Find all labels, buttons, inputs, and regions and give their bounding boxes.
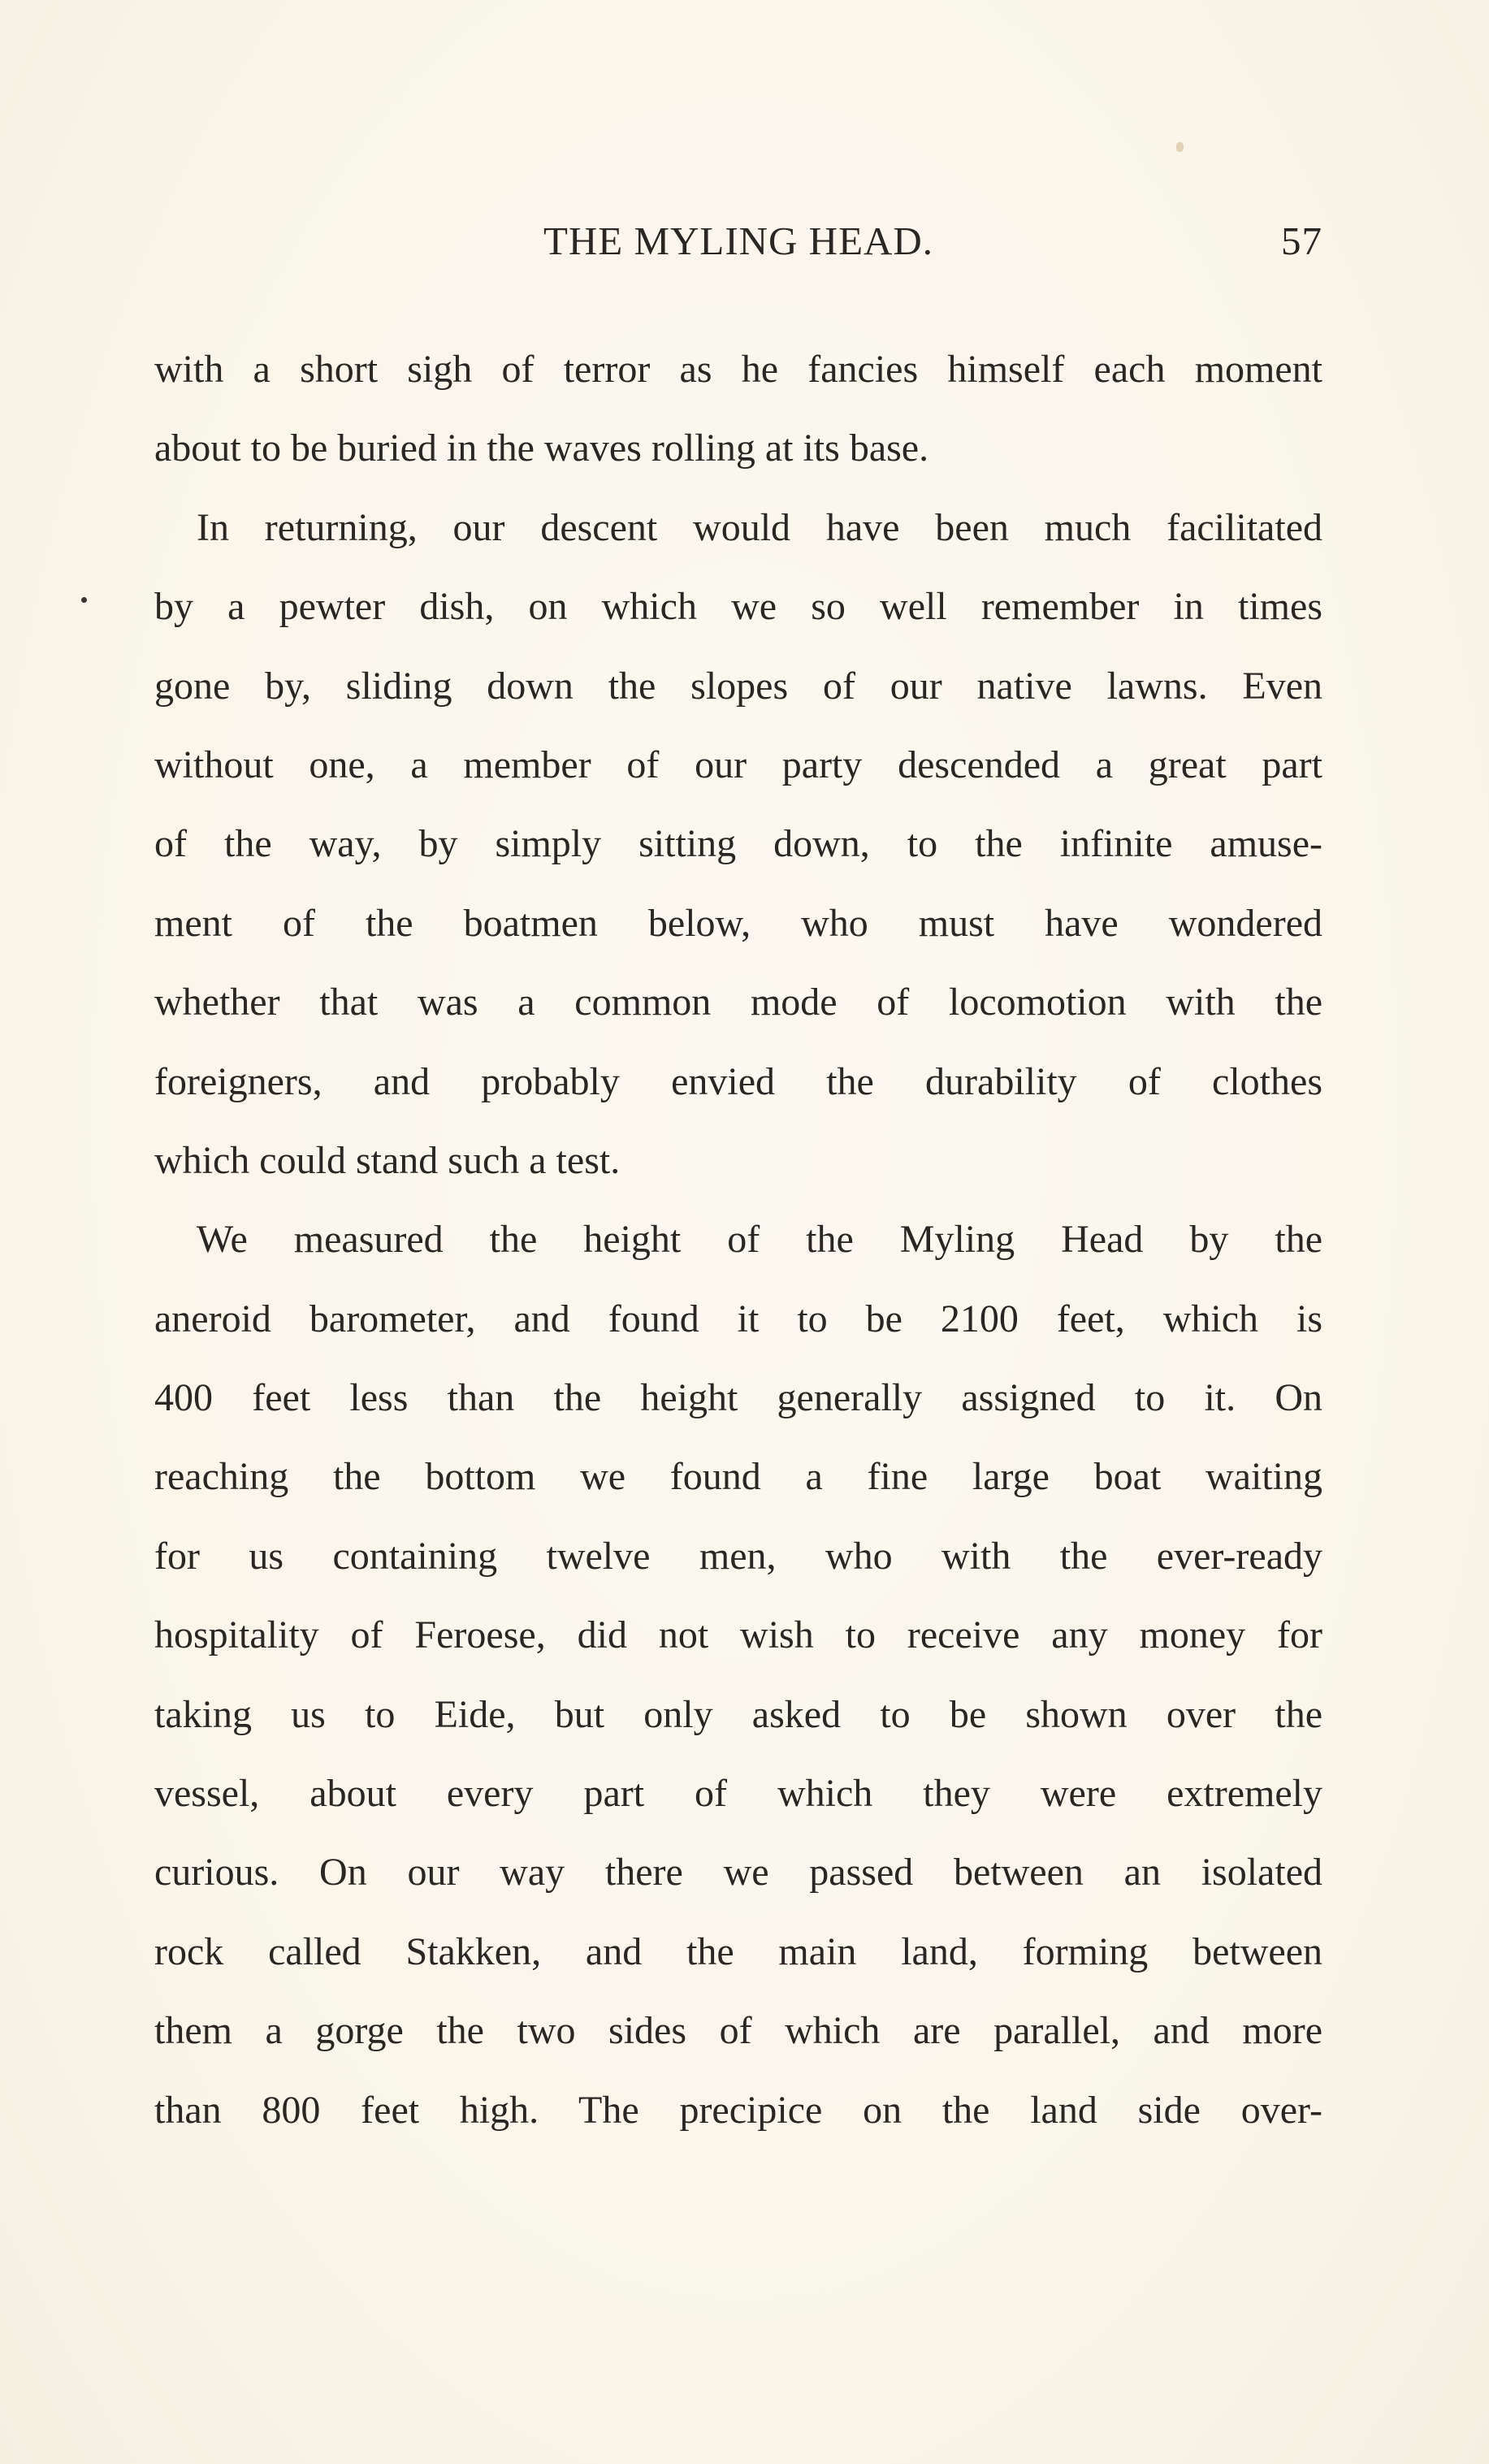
text-line: gone by, sliding down the slopes of our native lawns. Even [154,664,1322,708]
text-line: of the way, by simply sitting down, to the infinite amuse- [154,822,1322,866]
text-line: with a short sigh of terror as he fancies himself each moment [154,348,1322,391]
text-line: by a pewter dish, on which we so well remember in times [154,585,1322,629]
text-line: curious. On our way there we passed between an isolated [154,1851,1322,1895]
text-line: ment of the boatmen below, who must have wondered [154,901,1322,945]
text-line: without one, a member of our party descended a great part [154,743,1322,786]
text-line: 400 feet less than the height generally assigned to it. On [154,1376,1322,1420]
text-line: foreigners, and probably envied the durability of clothes [154,1059,1322,1103]
text-line: rock called Stakken, and the main land, forming between [154,1929,1322,1973]
text-line: than 800 feet high. The precipice on the land side over- [154,2088,1322,2132]
text-line: which could stand such a test. [154,1138,621,1182]
body-text [154,344,1322,2163]
text-line: about to be buried in the waves rolling at its base. [154,427,929,470]
text-line: hospitality of Feroese, did not wish to receive any money for [154,1613,1322,1657]
text-line: whether that was a common mode of locomotion with the [154,981,1322,1024]
page-number: 57 [1281,219,1322,263]
text-line: vessel, about every part of which they were extremely [154,1772,1322,1816]
running-header [154,218,1322,275]
text-line: aneroid barometer, and found it to be 2100 feet, which is [154,1297,1322,1340]
text-line: In returning, our descent would have been much facilitated [197,505,1322,549]
text-line: for us containing twelve men, who with the ever-ready [154,1534,1322,1578]
ink-speck [81,597,87,603]
running-title: THE MYLING HEAD. [543,219,934,263]
text-line: them a gorge the two sides of which are parallel, and more [154,2009,1322,2053]
text-line: reaching the bottom we found a fine large boat waiting [154,1455,1322,1499]
text-line: We measured the height of the Myling Head by the [197,1218,1322,1262]
text-line: taking us to Eide, but only asked to be shown over the [154,1692,1322,1736]
paper-smudge [1176,142,1184,152]
